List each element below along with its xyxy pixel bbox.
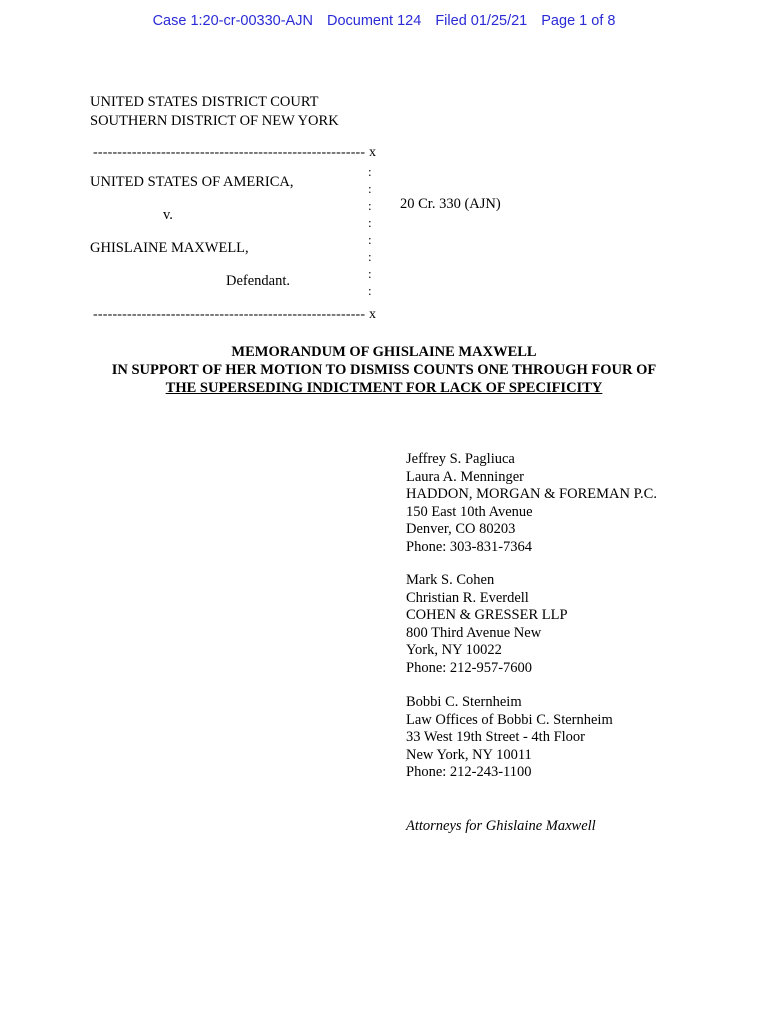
case-number: 20 Cr. 330 (AJN) [400, 196, 501, 212]
counsel-line: 800 Third Avenue New [406, 624, 542, 641]
versus-label: v. [163, 207, 173, 223]
stamp-case-number: Case 1:20-cr-00330-AJN [152, 13, 313, 29]
court-line-1: UNITED STATES DISTRICT COURT [90, 94, 319, 110]
caption-colon: : [368, 249, 372, 264]
counsel-line: Bobbi C. Sternheim [406, 694, 522, 710]
counsel-line: Christian R. Everdell [406, 589, 529, 606]
counsel-line: HADDON, MORGAN & FOREMAN P.C. [406, 486, 657, 503]
counsel-block [406, 451, 657, 557]
counsel-line: Phone: 212-243-1100 [406, 764, 532, 781]
counsel-line: Jeffrey S. Pagliuca [406, 451, 515, 467]
counsel-line: New York, NY 10011 [406, 746, 532, 763]
counsel-line: Mark S. Cohen [406, 572, 495, 588]
caption-colon: : [368, 232, 372, 247]
caption-rule-top: -------------------------------------------------------- x [93, 145, 377, 160]
counsel-line: York, NY 10022 [406, 642, 502, 659]
defendant-role: Defendant. [226, 273, 291, 289]
caption-colon: : [368, 283, 372, 298]
title-line-2: IN SUPPORT OF HER MOTION TO DISMISS COUNTS ONE THROUGH FOUR OF [111, 362, 657, 378]
counsel-line: 33 West 19th Street - 4th Floor [406, 729, 585, 746]
defendant-name: GHISLAINE MAXWELL, [90, 240, 249, 256]
caption-colon: : [368, 215, 372, 230]
caption-colon: : [368, 164, 372, 179]
title-line-1: MEMORANDUM OF GHISLAINE MAXWELL [231, 344, 537, 360]
caption-colon: : [368, 181, 372, 196]
stamp-document-number: Document 124 [326, 13, 422, 29]
court-line-2: SOUTHERN DISTRICT OF NEW YORK [90, 113, 339, 129]
counsel-block [406, 694, 613, 782]
ecf-header-stamp [0, 13, 768, 29]
title-line-3 [0, 379, 768, 397]
counsel-line: Law Offices of Bobbi C. Sternheim [406, 711, 613, 728]
court-name [90, 93, 339, 131]
counsel-line: Laura A. Menninger [406, 468, 524, 485]
caption-colon: : [368, 266, 372, 281]
caption-rule-bottom: -------------------------------------------------------- x [93, 307, 377, 322]
counsel-line: COHEN & GRESSER LLP [406, 607, 568, 624]
plaintiff-name: UNITED STATES OF AMERICA, [90, 174, 294, 190]
document-title [0, 343, 768, 397]
stamp-filed-date: Filed 01/25/21 [435, 13, 528, 29]
counsel-line: Denver, CO 80203 [406, 521, 516, 538]
title-line-3-text: THE SUPERSEDING INDICTMENT FOR LACK OF SPECIFICITY [165, 380, 603, 396]
counsel-line: Phone: 303-831-7364 [406, 538, 533, 555]
counsel-line: Phone: 212-957-7600 [406, 659, 533, 676]
stamp-page-count: Page 1 of 8 [541, 13, 616, 29]
counsel-line: 150 East 10th Avenue [406, 503, 533, 520]
caption-colon: : [368, 198, 372, 213]
attorneys-for-line: Attorneys for Ghislaine Maxwell [406, 818, 596, 834]
counsel-block [406, 572, 568, 678]
